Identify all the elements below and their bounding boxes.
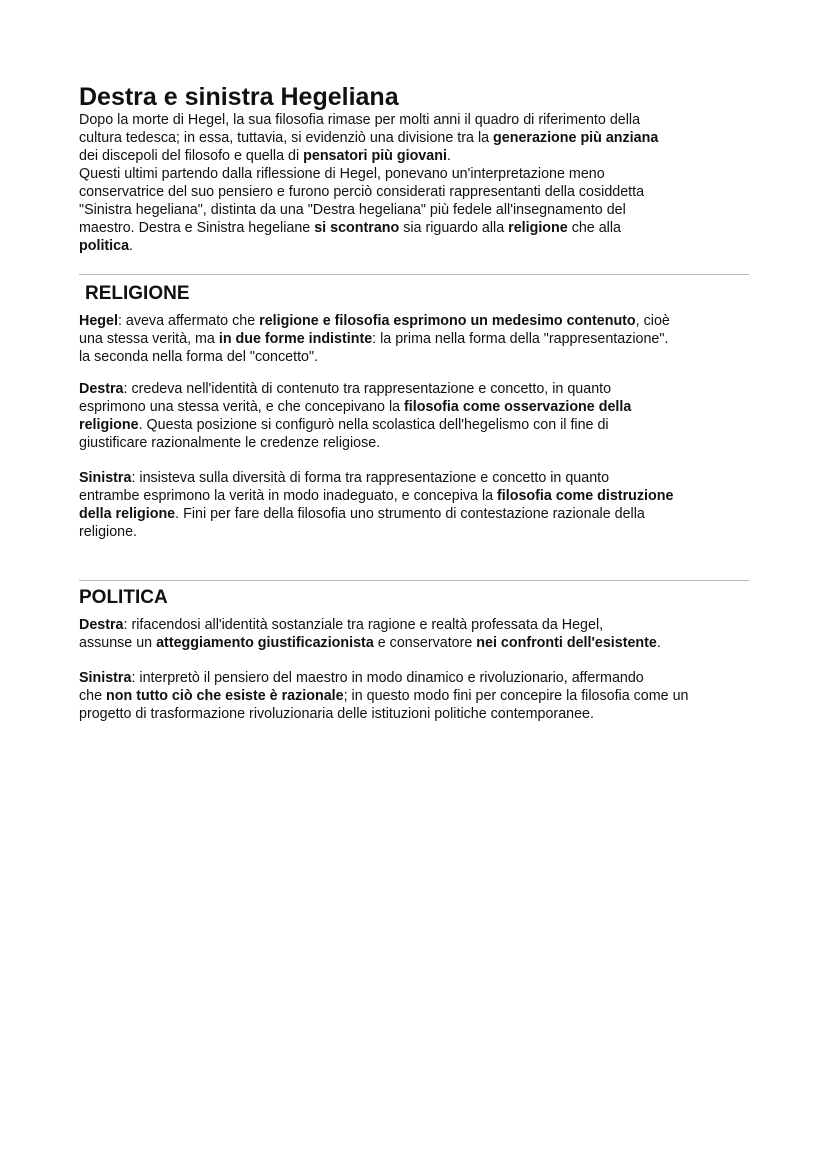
politica-sinistra-paragraph: Sinistra: interpretò il pensiero del maestro in modo dinamico e rivoluzionario, affermando che non tutto ciò che esiste è razionale; in questo modo fini per concepire la filosofia come un progetto di trasformazione rivoluzionaria delle istituzioni politiche contemporanee.: [79, 670, 689, 722]
intro-line-2: cultura tedesca; in essa, tuttavia, si evidenziò una divisione tra la generazione più anziana: [79, 130, 659, 146]
intro-line-5: conservatrice del suo pensiero e furono perciò considerati rappresentanti della cosiddetta: [79, 184, 645, 200]
intro-line-4: Questi ultimi partendo dalla riflessione di Hegel, ponevano un'interpretazione meno: [79, 166, 605, 182]
emphasis: religione: [79, 417, 139, 433]
emphasis: Destra: [79, 381, 124, 397]
emphasis: della religione: [79, 506, 176, 522]
emphasis: Hegel: [79, 313, 118, 329]
emphasis: si scontrano: [314, 220, 400, 236]
section-divider: [79, 274, 749, 275]
document-title: Destra e sinistra Hegeliana: [79, 83, 399, 111]
emphasis: nei confronti dell'esistente: [476, 635, 657, 651]
emphasis: pensatori più giovani: [303, 148, 447, 164]
emphasis: non tutto ciò che esiste è razionale: [106, 688, 344, 704]
emphasis: filosofia come osservazione della: [404, 399, 632, 415]
emphasis: Destra: [79, 617, 124, 633]
emphasis: generazione più anziana: [493, 130, 659, 146]
religione-hegel-paragraph: Hegel: aveva affermato che religione e filosofia esprimono un medesimo contenuto, cioè una stessa verità, ma in due forme indistinte: la prima nella forma della "rappresentazione". la seconda nella forma del "concetto".: [79, 313, 670, 365]
religione-heading: RELIGIONE: [85, 283, 190, 304]
intro-paragraph: [79, 111, 749, 255]
politica-destra-paragraph: Destra: rifacendosi all'identità sostanziale tra ragione e realtà professata da Hegel, assunse un atteggiamento giustificazionista e conservatore nei confronti dell'esistente.: [79, 617, 661, 651]
intro-line-1: Dopo la morte di Hegel, la sua filosofia rimase per molti anni il quadro di riferimento della: [79, 112, 641, 128]
emphasis: religione: [508, 220, 568, 236]
emphasis: atteggiamento giustificazionista: [156, 635, 374, 651]
emphasis: filosofia come distruzione: [497, 488, 674, 504]
intro-line-7: maestro. Destra e Sinistra hegeliane si scontrano sia riguardo alla religione che alla: [79, 220, 621, 236]
section-divider: [79, 580, 749, 581]
emphasis: Sinistra: [79, 470, 132, 486]
emphasis: in due forme indistinte: [218, 331, 373, 347]
politica-heading: POLITICA: [79, 587, 168, 608]
intro-line-8: politica.: [79, 238, 134, 254]
emphasis: religione e filosofia esprimono un medesimo contenuto: [259, 313, 636, 329]
intro-line-6: "Sinistra hegeliana", distinta da una "Destra hegeliana" più fedele all'insegnamento del: [79, 202, 626, 218]
religione-destra-paragraph: Destra: credeva nell'identità di contenuto tra rappresentazione e concetto, in quanto esprimono una stessa verità, e che concepivano la filosofia come osservazione della religione. Questa posizione si configurò nella scolastica dell'hegelismo con il fine di giustificare razionalmente le credenze religiose.: [79, 381, 632, 451]
intro-line-3: dei discepoli del filosofo e quella di pensatori più giovani.: [79, 148, 451, 164]
emphasis: politica: [79, 238, 130, 254]
emphasis: Sinistra: [79, 670, 132, 686]
religione-sinistra-paragraph: Sinistra: insisteva sulla diversità di forma tra rappresentazione e concetto in quanto entrambe esprimono la verità in modo inadeguato, e concepiva la filosofia come distruzione della religione. Fini per fare della filosofia uno strumento di contestazione razionale della religione.: [79, 470, 674, 540]
